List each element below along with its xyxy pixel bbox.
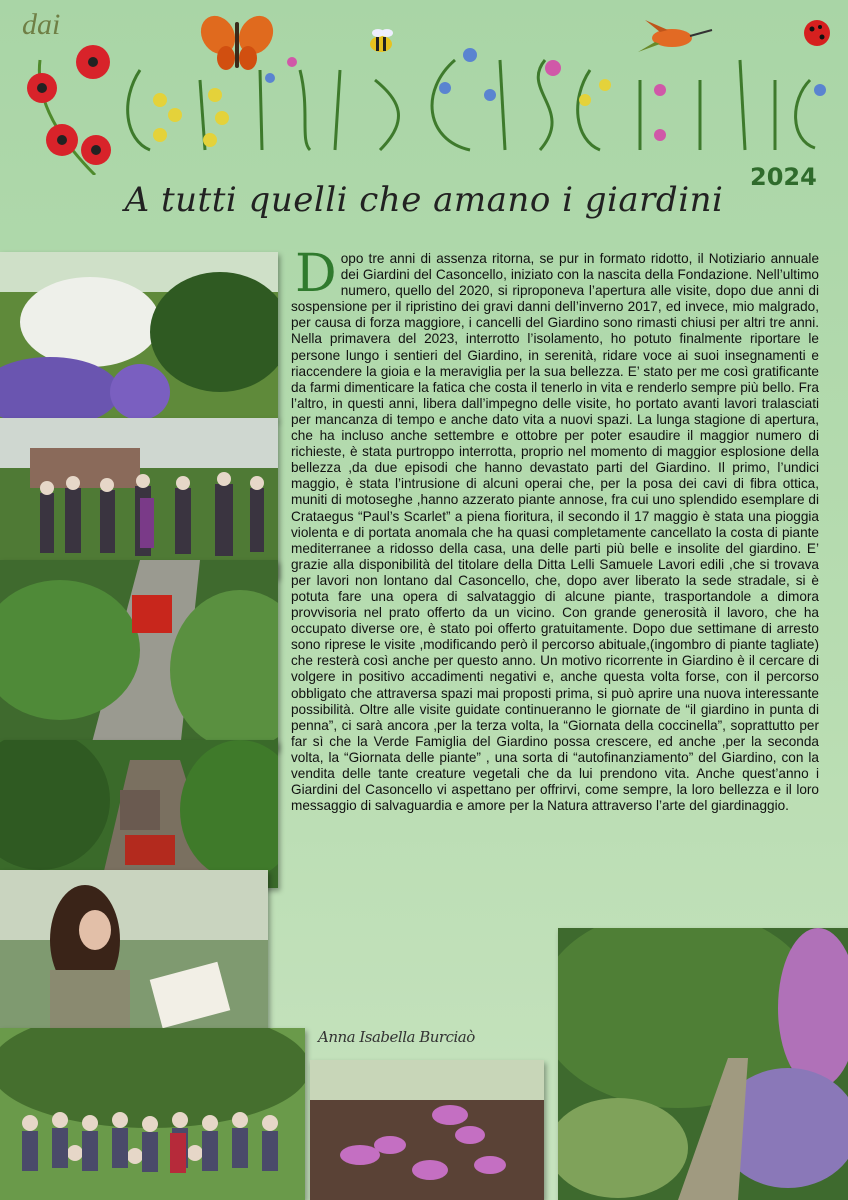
- poppy-icon: [27, 45, 111, 175]
- article-dropcap: D: [295, 244, 337, 304]
- photo-colchicum-flowers: [310, 1060, 544, 1200]
- ladybug-icon: [804, 20, 830, 46]
- tagline: A tutti quelli che amano i giardini: [124, 180, 724, 220]
- bee-icon: [370, 29, 393, 52]
- photo-garden-path: [558, 928, 848, 1200]
- hummingbird-icon: [638, 20, 712, 52]
- photo-worker-path: [0, 740, 278, 888]
- article-body: [291, 244, 819, 1021]
- masthead: [0, 0, 848, 250]
- photo-garden-irises: [0, 252, 278, 420]
- issue-year: 2024: [750, 163, 817, 191]
- butterfly-icon: [194, 10, 280, 70]
- author-signature: Anna Isabella Burciaò: [318, 1028, 475, 1046]
- article-text: opo tre anni di assenza ritorna, se pur in formato ridotto, il Notiziario annuale dei Giardini del Casoncello, iniziato con la nascita della Fondazione. Nell’ultimo numero, quello del 2020, si riproponeva l’apertura alle visite, dopo due anni di sospensione per il ripristino dei gravi danni dell’inverno 2017, ed invece, mio malgrado, per causa di forza maggiore, i cancelli del Giardino sono rimasti chiusi per altri tre anni. Nella primavera del 2023, interrotto l’isolamento, ho potuto finalmente riportare le persone lungo i sentieri del Giardino, in serenità, ridare voce ai suoi insegnamenti e riaccendere la gioia e la meraviglia per la sua bellezza. E’ stato per me così gratificante da farmi dimenticare la fatica che costa il tenerlo in vita e renderlo sempre più bello. Fra l’altro, in questi anni, libera dall’impegno delle visite, ho portato avanti lavori tralasciati per mancanza di tempo e anche dato vita a nuovi spazi. La lunga stagione di apertura, che ha incluso anche settembre e ottobre per poter esaudire il maggior numero di richieste, è stata purtroppo interrotta, proprio nel momento di maggior esplosione della bellezza ,da due episodi che hanno devastato parti del Giardino. Il primo, l’undici maggio, è stata l’intrusione di alcuni operai che, per la posa dei cavi di fibra ottica, muniti di motoseghe ,hanno azzerato piante annose, fra cui uno splendido esemplare di Crataegus “Paul’s Scarlet” a piena fioritura, il secondo il 17 maggio è stata una pioggia violenta e di portata anomala che ha quasi completamente cancellato la costa di piante mediterranee a ridosso della casa, una delle parti più belle e insolite del giardino. E’ grazie alla disponibilità del titolare della Ditta Lelli Samuele Lavori edili ,che si trovava per lavori non lontano dal Casoncello, che, dopo aver liberato la sede stradale, si è potuta fare una opera di salvataggio di alcune piante, trasportandole a dimora provvisoria nel prato offerto da un vicino. Con grande generosità il lavoro, che ha occupato diverse ore, è stato poi offerto gratuitamente. Dopo due settimane di arresto sono riprese le visite ,modificando però il percorso abituale,(ingombro di piante tagliate) che resterà così anche per questo anno. Un motivo ricorrente in Giardino è il cercare di volgere in positivo accadimenti negativi e, anche questa volta forse, con il percorso obbligato che attraversa spazi mai proposti prima, si può aprire una nuova interessante possibilità. Oltre alle visite guidate continueranno le giornate de “il giardino in punta di penna”, ci sarà ancora ,per la terza volta, la “Giornata della coccinella”, soprattutto per far sì che la Verde Famiglia del Giardino possa crescere, ed anche ,per la seconda volta, la “Giornata delle piante” , una sorta di “autofinanziamento” del Giardino, con la vendita delle tante creature vegetali che da lui prendono vita. Anche quest’anno i Giardini del Casoncello vi aspettano per offrirvi, come sempre, la loro bellezza e il loro messaggio di salvaguardia e amore per la Natura attraverso l’arte del giardinaggio.: [291, 251, 819, 814]
- photo-group-portrait: [0, 1028, 305, 1200]
- masthead-prefix: dai: [22, 8, 61, 41]
- photo-artist-drawing: [0, 870, 268, 1050]
- photo-red-vehicle: [0, 560, 278, 750]
- photo-visitors-group: [0, 418, 278, 578]
- brand-title-artwork: [0, 0, 848, 175]
